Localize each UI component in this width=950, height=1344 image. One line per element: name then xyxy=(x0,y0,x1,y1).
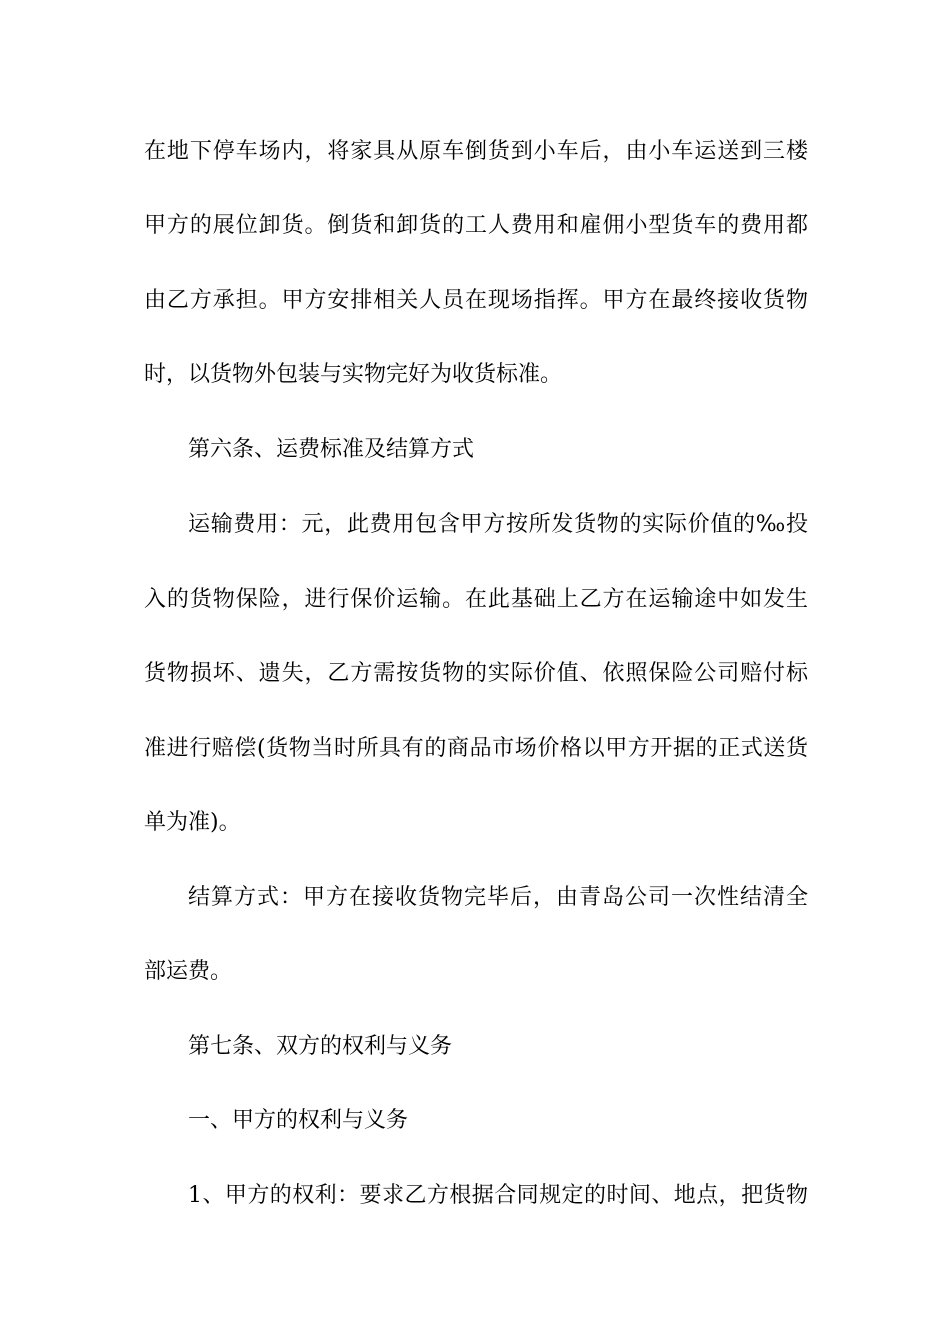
text-line: 甲方的展位卸货。倒货和卸货的工人费用和雇佣小型货车的费用都 xyxy=(144,213,808,238)
section-heading: 第六条、运费标准及结算方式 xyxy=(188,437,475,462)
text-line: 运输费用：元，此费用包含甲方按所发货物的实际价值的‰投 xyxy=(188,512,808,537)
text-line: 结算方式：甲方在接收货物完毕后，由青岛公司一次性结清全 xyxy=(188,885,808,910)
text-line: 准进行赔偿(货物当时所具有的商品市场价格以甲方开据的正式送货 xyxy=(144,736,808,761)
text-line: 1、甲方的权利：要求乙方根据合同规定的时间、地点，把货物 xyxy=(188,1183,808,1208)
text-line: 在地下停车场内，将家具从原车倒货到小车后，由小车运送到三楼 xyxy=(144,139,808,164)
text-line: 入的货物保险，进行保价运输。在此基础上乙方在运输途中如发生 xyxy=(144,587,808,612)
text-line: 部运费。 xyxy=(144,959,233,984)
subsection-heading: 一、甲方的权利与义务 xyxy=(188,1108,409,1133)
text-line: 单为准)。 xyxy=(144,810,241,835)
section-heading: 第七条、双方的权利与义务 xyxy=(188,1034,453,1059)
text-line: 由乙方承担。甲方安排相关人员在现场指挥。甲方在最终接收货物 xyxy=(144,288,808,313)
text-line: 时，以货物外包装与实物完好为收货标准。 xyxy=(144,362,563,387)
text-line: 货物损坏、遗失，乙方需按货物的实际价值、依照保险公司赔付标 xyxy=(144,661,808,686)
